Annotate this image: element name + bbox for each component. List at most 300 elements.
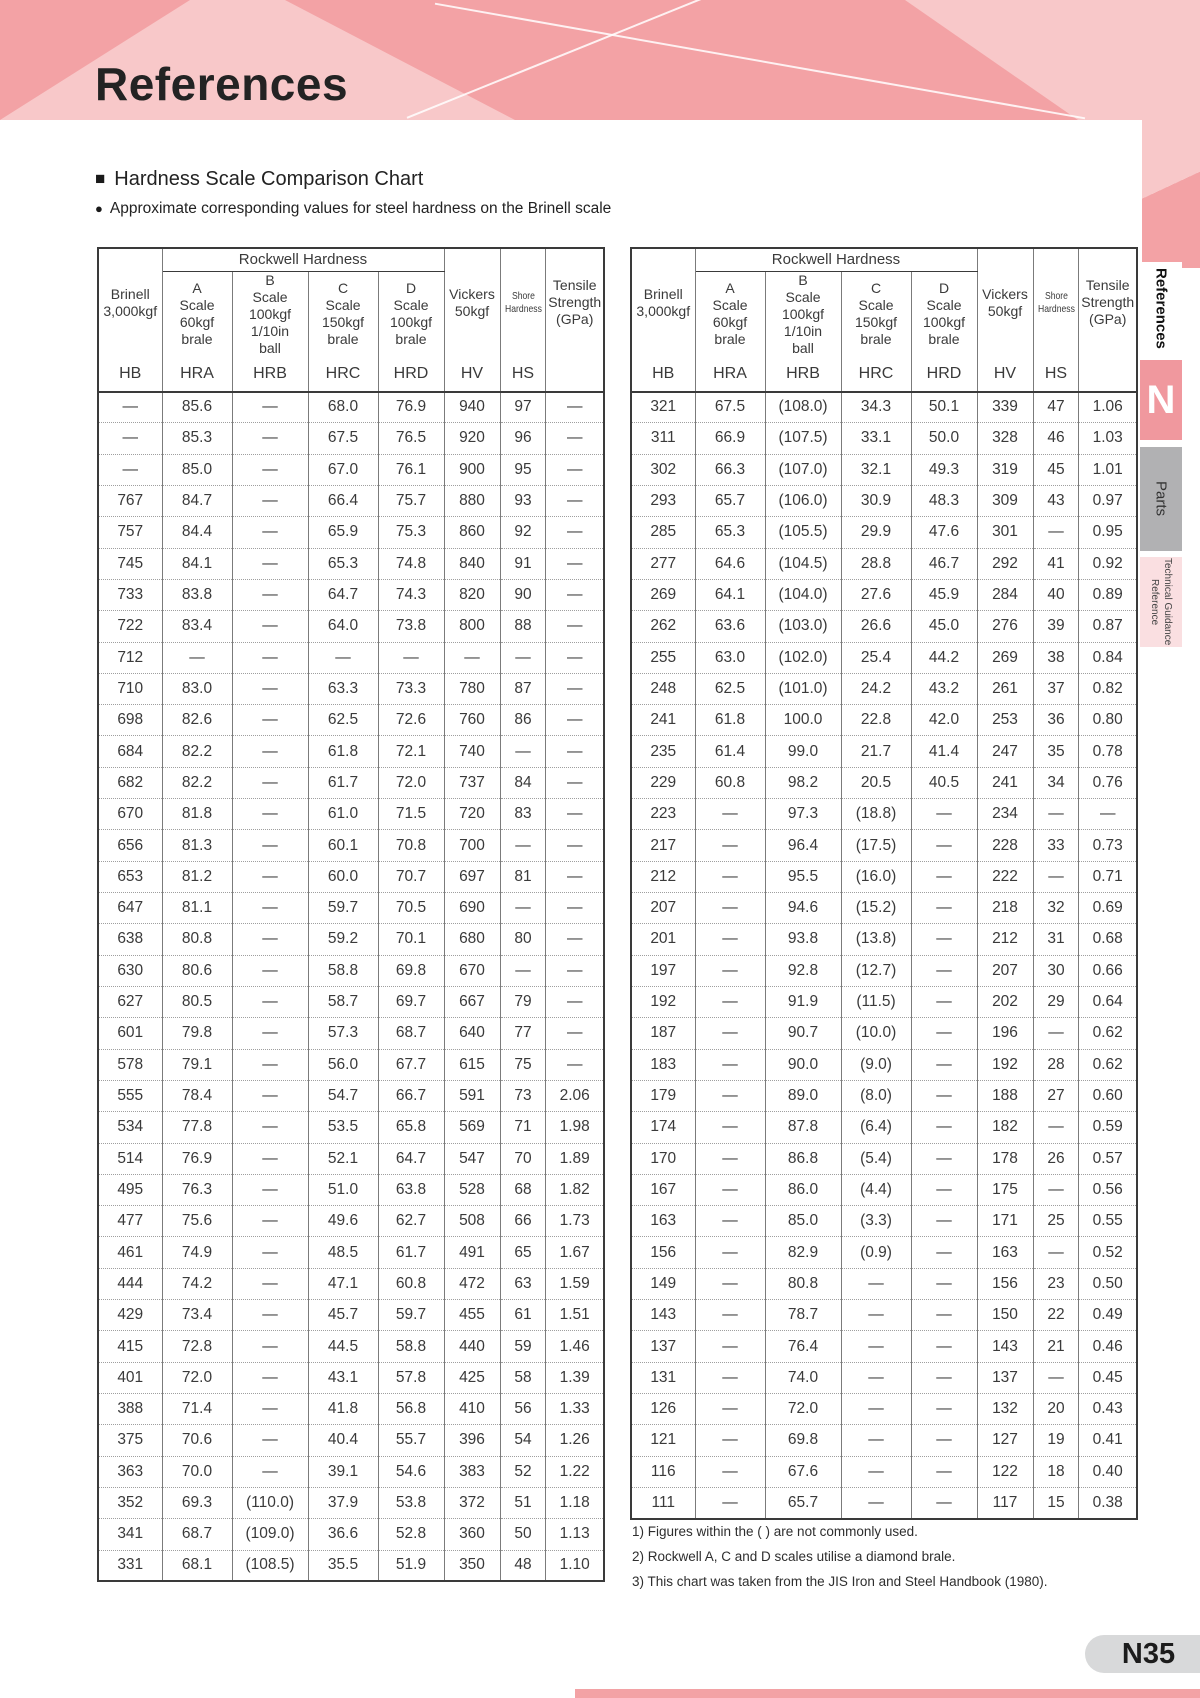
table-cell: 555 [98,1080,162,1111]
table-cell: 284 [977,579,1033,610]
table-cell: 66.9 [695,423,765,454]
table-cell: 127 [977,1425,1033,1456]
table-cell: (110.0) [232,1487,308,1518]
table-cell: 74.9 [162,1237,232,1268]
unit-header: HS [1033,357,1079,392]
table-cell: 85.6 [162,392,232,423]
table-row [98,548,604,579]
table-cell: 638 [98,924,162,955]
table-cell: 88 [500,611,546,642]
table-cell: 223 [631,799,695,830]
table-cell: 66.3 [695,454,765,485]
table-cell: — [98,392,162,423]
table-cell: 241 [977,767,1033,798]
table-cell: 0.87 [1079,611,1137,642]
table-cell: 83.0 [162,673,232,704]
table-cell: 0.62 [1079,1049,1137,1080]
table-cell: — [546,830,604,861]
table-cell: 25.4 [841,642,911,673]
table-cell: — [1033,517,1079,548]
column-header: Tensile Strength (GPa) [546,248,604,357]
table-cell: 63.0 [695,642,765,673]
table-cell: 81.1 [162,893,232,924]
table-row [98,642,604,673]
table-cell: — [695,830,765,861]
table-cell: — [911,893,977,924]
table-cell: — [911,1425,977,1456]
table-row [98,705,604,736]
table-cell: 36 [1033,705,1079,736]
table-cell: 47.6 [911,517,977,548]
table-cell: 76.3 [162,1174,232,1205]
table-cell: 0.71 [1079,861,1137,892]
table-cell: 212 [977,924,1033,955]
table-cell: 495 [98,1174,162,1205]
table-cell: 51.0 [308,1174,378,1205]
table-row [98,893,604,924]
table-cell: 940 [444,392,500,423]
table-cell: 98.2 [765,767,841,798]
table-cell: 207 [977,955,1033,986]
table-cell: 82.2 [162,767,232,798]
table-cell: 56.8 [378,1394,444,1425]
table-cell: 1.13 [546,1519,604,1550]
table-cell: — [911,1300,977,1331]
table-cell: 19 [1033,1425,1079,1456]
table-cell: — [695,1112,765,1143]
table-cell: 1.59 [546,1268,604,1299]
table-cell: 0.52 [1079,1237,1137,1268]
column-header: Brinell 3,000kgf [98,248,162,357]
table-row [631,736,1137,767]
table-cell: 38 [1033,642,1079,673]
table-cell: 85.0 [162,454,232,485]
table-cell: 0.68 [1079,924,1137,955]
table-cell: 156 [977,1268,1033,1299]
table-cell: 212 [631,861,695,892]
table-cell: 1.46 [546,1331,604,1362]
table-cell: 86 [500,705,546,736]
table-cell: 59.7 [308,893,378,924]
column-header: Shore Hardness [500,248,546,357]
table-row [631,1049,1137,1080]
table-cell: 86.8 [765,1143,841,1174]
table-cell: 72.0 [378,767,444,798]
table-cell: 73.3 [378,673,444,704]
table-cell: — [232,986,308,1017]
table-cell: — [232,924,308,955]
table-cell: 167 [631,1174,695,1205]
table-cell: — [911,1143,977,1174]
table-cell: 63 [500,1268,546,1299]
unit-header: HV [444,357,500,392]
table-row [631,673,1137,704]
table-cell: 61.7 [378,1237,444,1268]
table-row [98,799,604,830]
table-cell: 0.80 [1079,705,1137,736]
table-cell: (108.0) [765,392,841,423]
table-cell: 70.0 [162,1456,232,1487]
table-cell: 0.56 [1079,1174,1137,1205]
table-row [98,1487,604,1518]
table-cell: — [500,893,546,924]
table-cell: — [232,1080,308,1111]
unit-header: HB [98,357,162,392]
table-cell: 293 [631,485,695,516]
table-cell: 339 [977,392,1033,423]
table-cell: 401 [98,1362,162,1393]
table-cell: 52.8 [378,1519,444,1550]
table-cell: 53.8 [378,1487,444,1518]
table-cell: 50.1 [911,392,977,423]
table-cell: 720 [444,799,500,830]
table-cell: 29 [1033,986,1079,1017]
table-cell: 1.89 [546,1143,604,1174]
table-cell: 47.1 [308,1268,378,1299]
table-cell: 82.2 [162,736,232,767]
table-cell: — [232,1331,308,1362]
table-cell: 61.0 [308,799,378,830]
table-row [631,1174,1137,1205]
table-cell: 60.8 [695,767,765,798]
table-cell: 0.57 [1079,1143,1137,1174]
table-cell: 47 [1033,392,1079,423]
table-cell: — [232,1300,308,1331]
table-cell: 78.4 [162,1080,232,1111]
table-cell: 61.7 [308,767,378,798]
table-row [631,1456,1137,1487]
table-cell: 45.7 [308,1300,378,1331]
table-cell: — [546,485,604,516]
table-cell: — [911,830,977,861]
table-row [631,1143,1137,1174]
table-row [98,1331,604,1362]
table-cell: 187 [631,1018,695,1049]
table-cell: 69.8 [765,1425,841,1456]
table-row [98,1174,604,1205]
table-cell: 640 [444,1018,500,1049]
table-row [631,986,1137,1017]
group-header: Rockwell Hardness [695,248,977,271]
table-cell: — [444,642,500,673]
table-cell: — [1079,799,1137,830]
unit-header: HRD [911,357,977,392]
table-cell: 0.84 [1079,642,1137,673]
table-cell: 68.1 [162,1550,232,1581]
table-cell: 75.3 [378,517,444,548]
table-cell: — [911,924,977,955]
table-cell: — [695,1456,765,1487]
table-cell: 70.1 [378,924,444,955]
column-header: Brinell 3,000kgf [631,248,695,357]
table-cell: 360 [444,1519,500,1550]
table-cell: 67.6 [765,1456,841,1487]
table-cell: 68 [500,1174,546,1205]
table-cell: 57.3 [308,1018,378,1049]
table-cell: — [911,1394,977,1425]
table-row [631,924,1137,955]
table-cell: 81.2 [162,861,232,892]
table-cell: 262 [631,611,695,642]
table-cell: 1.98 [546,1112,604,1143]
table-cell: 684 [98,736,162,767]
table-cell: — [546,392,604,423]
table-cell: — [232,767,308,798]
table-cell: 163 [977,1237,1033,1268]
table-cell: 383 [444,1456,500,1487]
table-cell: 69.8 [378,955,444,986]
table-cell: 235 [631,736,695,767]
table-cell: — [232,1268,308,1299]
table-cell: — [232,673,308,704]
table-cell: — [546,611,604,642]
table-cell: — [695,1018,765,1049]
table-cell: 670 [98,799,162,830]
table-cell: 656 [98,830,162,861]
table-cell: (8.0) [841,1080,911,1111]
table-cell: 84.1 [162,548,232,579]
table-row [631,767,1137,798]
table-cell: (102.0) [765,642,841,673]
table-cell: (109.0) [232,1519,308,1550]
table-row [98,1112,604,1143]
table-cell: 49.3 [911,454,977,485]
table-cell: 91.9 [765,986,841,1017]
table-cell: 35.5 [308,1550,378,1581]
table-cell: 62.5 [695,673,765,704]
table-cell: 85.3 [162,423,232,454]
table-cell: 396 [444,1425,500,1456]
table-cell: 429 [98,1300,162,1331]
table-cell: 73.4 [162,1300,232,1331]
table-cell: 65.3 [308,548,378,579]
table-cell: — [695,1487,765,1518]
table-cell: 67.5 [308,423,378,454]
table-cell: 0.97 [1079,485,1137,516]
table-cell: 0.89 [1079,579,1137,610]
table-cell: — [695,1143,765,1174]
table-row [98,611,604,642]
footnote: 3) This chart was taken from the JIS Iron and Steel Handbook (1980). [632,1574,1048,1589]
table-cell: 82.6 [162,705,232,736]
table-cell: 58 [500,1362,546,1393]
table-cell: — [232,861,308,892]
table-cell: (18.8) [841,799,911,830]
table-cell: — [911,1112,977,1143]
table-cell: 70.7 [378,861,444,892]
table-cell: 1.33 [546,1394,604,1425]
table-cell: 745 [98,548,162,579]
table-cell: 21.7 [841,736,911,767]
table-cell: 722 [98,611,162,642]
table-cell: — [1033,1237,1079,1268]
table-cell: 578 [98,1049,162,1080]
table-cell: — [232,705,308,736]
table-row [631,1331,1137,1362]
table-cell: 65.3 [695,517,765,548]
table-cell: — [1033,1174,1079,1205]
table-cell: 1.67 [546,1237,604,1268]
table-cell: 472 [444,1268,500,1299]
table-cell: 301 [977,517,1033,548]
table-row [631,1018,1137,1049]
table-cell: 1.73 [546,1206,604,1237]
table-cell: 601 [98,1018,162,1049]
table-cell: 92.8 [765,955,841,986]
sidebar-tab-technical-guidance-line1: Technical Guidance [1162,558,1173,646]
bottom-pink-strip [575,1689,1200,1698]
table-cell: 26.6 [841,611,911,642]
table-cell: 67.0 [308,454,378,485]
table-cell: 37.9 [308,1487,378,1518]
unit-header: HB [631,357,695,392]
table-cell: 175 [977,1174,1033,1205]
table-cell: 653 [98,861,162,892]
table-cell: 269 [977,642,1033,673]
table-cell: — [232,392,308,423]
table-cell: 65.9 [308,517,378,548]
table-cell: 569 [444,1112,500,1143]
table-cell: 170 [631,1143,695,1174]
table-cell: 91 [500,548,546,579]
table-row [631,642,1137,673]
table-cell: 277 [631,548,695,579]
table-cell: — [911,1018,977,1049]
table-cell: 269 [631,579,695,610]
column-header: B Scale 100kgf 1/10in ball [232,271,308,357]
table-cell: 71 [500,1112,546,1143]
table-cell: 302 [631,454,695,485]
table-cell: — [546,642,604,673]
table-row [98,1362,604,1393]
table-cell: 45.0 [911,611,977,642]
table-cell: 70.6 [162,1425,232,1456]
table-row [98,861,604,892]
table-cell: 41.8 [308,1394,378,1425]
table-cell: — [911,799,977,830]
table-cell: (3.3) [841,1206,911,1237]
sidebar-tab-n [1140,360,1182,440]
table-cell: — [695,924,765,955]
table-cell: (11.5) [841,986,911,1017]
table-cell: — [911,1049,977,1080]
table-cell: 50 [500,1519,546,1550]
footnote: 1) Figures within the ( ) are not commonly used. [632,1524,918,1539]
table-cell: 84 [500,767,546,798]
table-cell: 42.0 [911,705,977,736]
table-cell: 93.8 [765,924,841,955]
table-cell: 27.6 [841,579,911,610]
table-cell: 171 [977,1206,1033,1237]
table-cell: — [695,1362,765,1393]
table-cell: 201 [631,924,695,955]
table-cell: 80.8 [765,1268,841,1299]
table-cell: — [232,579,308,610]
table-cell: 1.82 [546,1174,604,1205]
table-cell: — [1033,1018,1079,1049]
table-cell: 87 [500,673,546,704]
table-cell: 31 [1033,924,1079,955]
table-row [98,392,604,423]
table-cell: 44.2 [911,642,977,673]
unit-header [1079,357,1137,392]
table-cell: 222 [977,861,1033,892]
table-cell: 84.4 [162,517,232,548]
table-row [631,893,1137,924]
table-cell: (17.5) [841,830,911,861]
table-cell: 1.06 [1079,392,1137,423]
table-cell: 57.8 [378,1362,444,1393]
table-cell: 26 [1033,1143,1079,1174]
table-cell: 591 [444,1080,500,1111]
table-cell: 780 [444,673,500,704]
table-cell: — [841,1425,911,1456]
table-cell: — [500,955,546,986]
table-cell: 328 [977,423,1033,454]
group-header: Rockwell Hardness [162,248,444,271]
table-cell: 132 [977,1394,1033,1425]
table-cell: 43.2 [911,673,977,704]
table-cell: 51 [500,1487,546,1518]
table-cell: 20.5 [841,767,911,798]
table-row [98,1456,604,1487]
table-cell: 99.0 [765,736,841,767]
table-cell: 163 [631,1206,695,1237]
table-cell: 62.5 [308,705,378,736]
table-cell: 82.9 [765,1237,841,1268]
table-cell: 65.7 [695,485,765,516]
table-cell: — [308,642,378,673]
table-row [631,1080,1137,1111]
table-cell: (107.5) [765,423,841,454]
table-cell: 698 [98,705,162,736]
table-cell: 455 [444,1300,500,1331]
table-cell: 197 [631,955,695,986]
table-cell: 34 [1033,767,1079,798]
table-cell: 1.10 [546,1550,604,1581]
table-cell: 131 [631,1362,695,1393]
table-cell: 64.7 [308,579,378,610]
unit-header: HV [977,357,1033,392]
table-cell: 253 [977,705,1033,736]
table-cell: 76.4 [765,1331,841,1362]
table-cell: 83 [500,799,546,830]
table-cell: 68.7 [378,1018,444,1049]
unit-header: HRA [695,357,765,392]
table-cell: — [232,1112,308,1143]
table-cell: 39 [1033,611,1079,642]
table-cell: — [911,955,977,986]
table-cell: 73 [500,1080,546,1111]
table-cell: — [695,1237,765,1268]
table-cell: (101.0) [765,673,841,704]
table-cell: 461 [98,1237,162,1268]
table-cell: 1.51 [546,1300,604,1331]
table-cell: 0.64 [1079,986,1137,1017]
table-row [631,579,1137,610]
table-cell: 309 [977,485,1033,516]
table-cell: (16.0) [841,861,911,892]
table-cell: 528 [444,1174,500,1205]
table-cell: 45.9 [911,579,977,610]
table-cell: 76.9 [162,1143,232,1174]
table-cell: 95 [500,454,546,485]
table-cell: — [232,1425,308,1456]
table-cell: 78.7 [765,1300,841,1331]
table-cell: 76.9 [378,392,444,423]
table-cell: 63.6 [695,611,765,642]
table-cell: 74.2 [162,1268,232,1299]
